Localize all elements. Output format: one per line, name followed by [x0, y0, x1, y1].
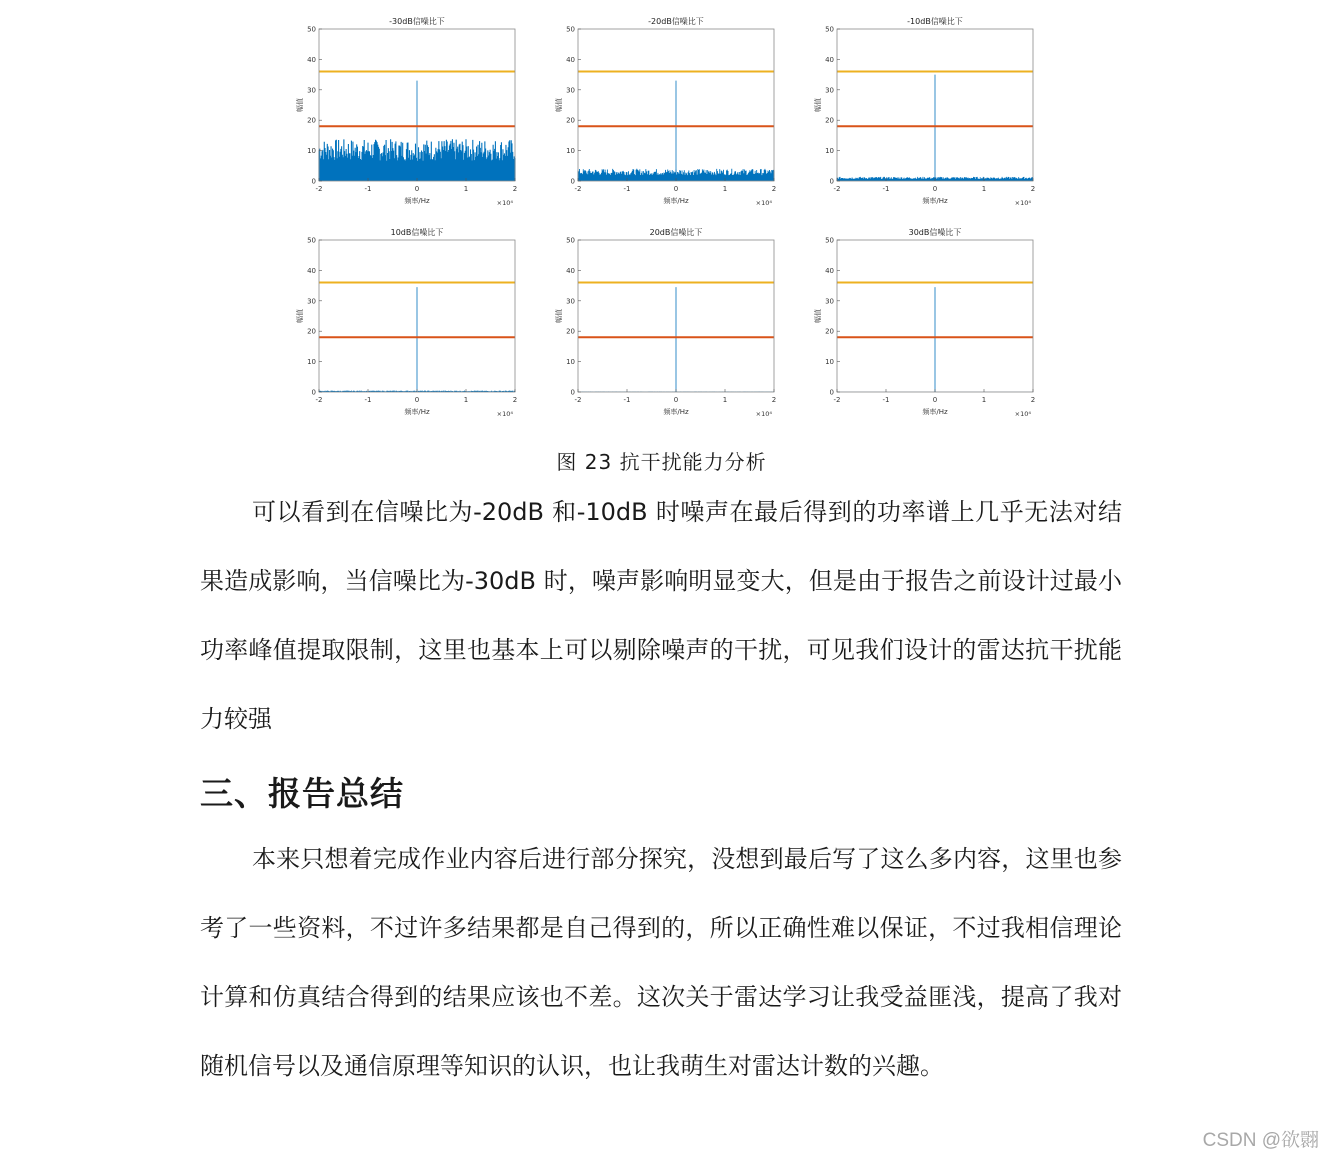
y-tick-label: 10	[825, 358, 834, 367]
y-tick-label: 50	[307, 25, 316, 34]
y-tick-label: 30	[307, 297, 316, 306]
y-tick-label: 40	[825, 266, 834, 275]
x-scale-label: ×10⁴	[496, 199, 513, 207]
y-axis-label: 幅值	[814, 98, 822, 112]
x-tick-label: -2	[315, 185, 323, 193]
y-axis-label: 幅值	[296, 309, 304, 323]
y-axis-label: 幅值	[555, 98, 563, 112]
y-axis-label: 幅值	[814, 309, 822, 323]
x-axis-label: 频率/Hz	[404, 197, 430, 205]
y-tick-label: 40	[566, 55, 575, 64]
subplot-title: -10dB信噪比下	[907, 17, 963, 26]
x-tick-label: -2	[574, 396, 582, 404]
x-tick-label: 2	[771, 396, 777, 404]
y-tick-label: 40	[566, 266, 575, 275]
x-scale-label: ×10⁴	[496, 410, 513, 418]
y-tick-label: 10	[825, 147, 834, 156]
x-scale-label: ×10⁴	[1014, 410, 1031, 418]
x-tick-label: -2	[833, 396, 841, 404]
x-tick-label: 1	[463, 185, 469, 193]
y-tick-label: 20	[825, 116, 834, 125]
x-tick-label: 0	[414, 185, 420, 193]
subplot-title: 30dB信噪比下	[908, 228, 962, 237]
y-tick-label: 0	[311, 388, 316, 397]
y-tick-label: 40	[307, 266, 316, 275]
x-tick-label: -1	[364, 396, 372, 404]
x-tick-label: -1	[623, 185, 631, 193]
x-axis-label: 频率/Hz	[663, 197, 689, 205]
y-tick-label: 0	[829, 388, 834, 397]
subplot-title: 10dB信噪比下	[390, 228, 444, 237]
x-tick-label: 0	[932, 396, 938, 404]
x-tick-label: -2	[315, 396, 323, 404]
subplot-title: 20dB信噪比下	[649, 228, 703, 237]
y-tick-label: 50	[825, 236, 834, 245]
y-tick-label: 0	[829, 177, 834, 186]
x-tick-label: 1	[722, 185, 728, 193]
y-tick-label: 30	[825, 297, 834, 306]
subplot-6	[813, 227, 1035, 418]
x-tick-label: 2	[512, 185, 518, 193]
x-tick-label: 0	[673, 396, 679, 404]
subplot-3	[813, 16, 1035, 207]
y-tick-label: 10	[566, 147, 575, 156]
x-tick-label: -1	[882, 396, 890, 404]
y-tick-label: 40	[307, 55, 316, 64]
analysis-paragraph: 可以看到在信噪比为-20dB 和-10dB 时噪声在最后得到的功率谱上几乎无法对结果造成影响，当信噪比为-30dB 时，噪声影响明显变大，但是由于报告之前设计过最小功率峰值提取限制，这里也基本上可以剔除噪声的干扰，可见我们设计的雷达抗干扰能力较强	[200, 498, 1122, 733]
x-axis-label: 频率/Hz	[663, 408, 689, 416]
x-tick-label: -1	[882, 185, 890, 193]
x-tick-label: 2	[771, 185, 777, 193]
y-tick-label: 20	[825, 327, 834, 336]
y-tick-label: 10	[307, 147, 316, 156]
subplot-4	[295, 227, 517, 418]
y-tick-label: 20	[566, 327, 575, 336]
x-tick-label: 2	[512, 396, 518, 404]
y-tick-label: 0	[311, 177, 316, 186]
y-tick-label: 0	[570, 388, 575, 397]
subplot-title: -20dB信噪比下	[648, 17, 704, 26]
x-axis-label: 频率/Hz	[404, 408, 430, 416]
x-tick-label: -2	[833, 185, 841, 193]
y-tick-label: 20	[307, 327, 316, 336]
x-tick-label: 2	[1030, 185, 1036, 193]
y-tick-label: 50	[825, 25, 834, 34]
x-tick-label: 1	[722, 396, 728, 404]
spectrum-grid	[290, 10, 1050, 430]
summary-paragraph: 本来只想着完成作业内容后进行部分探究，没想到最后写了这么多内容，这里也参考了一些资料，不过许多结果都是自己得到的，所以正确性难以保证，不过我相信理论计算和仿真结合得到的结果应该也不差。这次关于雷达学习让我受益匪浅，提高了我对随机信号以及通信原理等知识的认识，也让我萌生对雷达计数的兴趣。	[200, 845, 1122, 1080]
y-tick-label: 20	[307, 116, 316, 125]
x-tick-label: 0	[673, 185, 679, 193]
y-tick-label: 30	[307, 86, 316, 95]
x-tick-label: 0	[932, 185, 938, 193]
y-tick-label: 10	[307, 358, 316, 367]
figure-caption: 图 23 抗干扰能力分析	[556, 450, 767, 474]
y-tick-label: 50	[307, 236, 316, 245]
y-axis-label: 幅值	[555, 309, 563, 323]
x-tick-label: -1	[623, 396, 631, 404]
y-axis-label: 幅值	[296, 98, 304, 112]
spectrum-figure	[290, 10, 1050, 430]
watermark: CSDN @欲翾	[1202, 1130, 1319, 1151]
x-scale-label: ×10⁴	[1014, 199, 1031, 207]
y-tick-label: 30	[825, 86, 834, 95]
x-axis-label: 频率/Hz	[922, 408, 948, 416]
subplot-5	[554, 227, 776, 418]
x-tick-label: 0	[414, 396, 420, 404]
y-tick-label: 20	[566, 116, 575, 125]
x-tick-label: 1	[981, 185, 987, 193]
x-axis-label: 频率/Hz	[922, 197, 948, 205]
subplot-2	[554, 16, 776, 207]
x-scale-label: ×10⁴	[755, 199, 772, 207]
section-heading: 三、报告总结	[200, 774, 404, 813]
y-tick-label: 40	[825, 55, 834, 64]
x-tick-label: -1	[364, 185, 372, 193]
y-tick-label: 50	[566, 236, 575, 245]
x-tick-label: 1	[463, 396, 469, 404]
subplot-title: -30dB信噪比下	[389, 17, 445, 26]
subplot-1	[295, 16, 517, 207]
x-scale-label: ×10⁴	[755, 410, 772, 418]
x-tick-label: 2	[1030, 396, 1036, 404]
y-tick-label: 0	[570, 177, 575, 186]
x-tick-label: -2	[574, 185, 582, 193]
x-tick-label: 1	[981, 396, 987, 404]
y-tick-label: 10	[566, 358, 575, 367]
y-tick-label: 30	[566, 297, 575, 306]
y-tick-label: 50	[566, 25, 575, 34]
y-tick-label: 30	[566, 86, 575, 95]
